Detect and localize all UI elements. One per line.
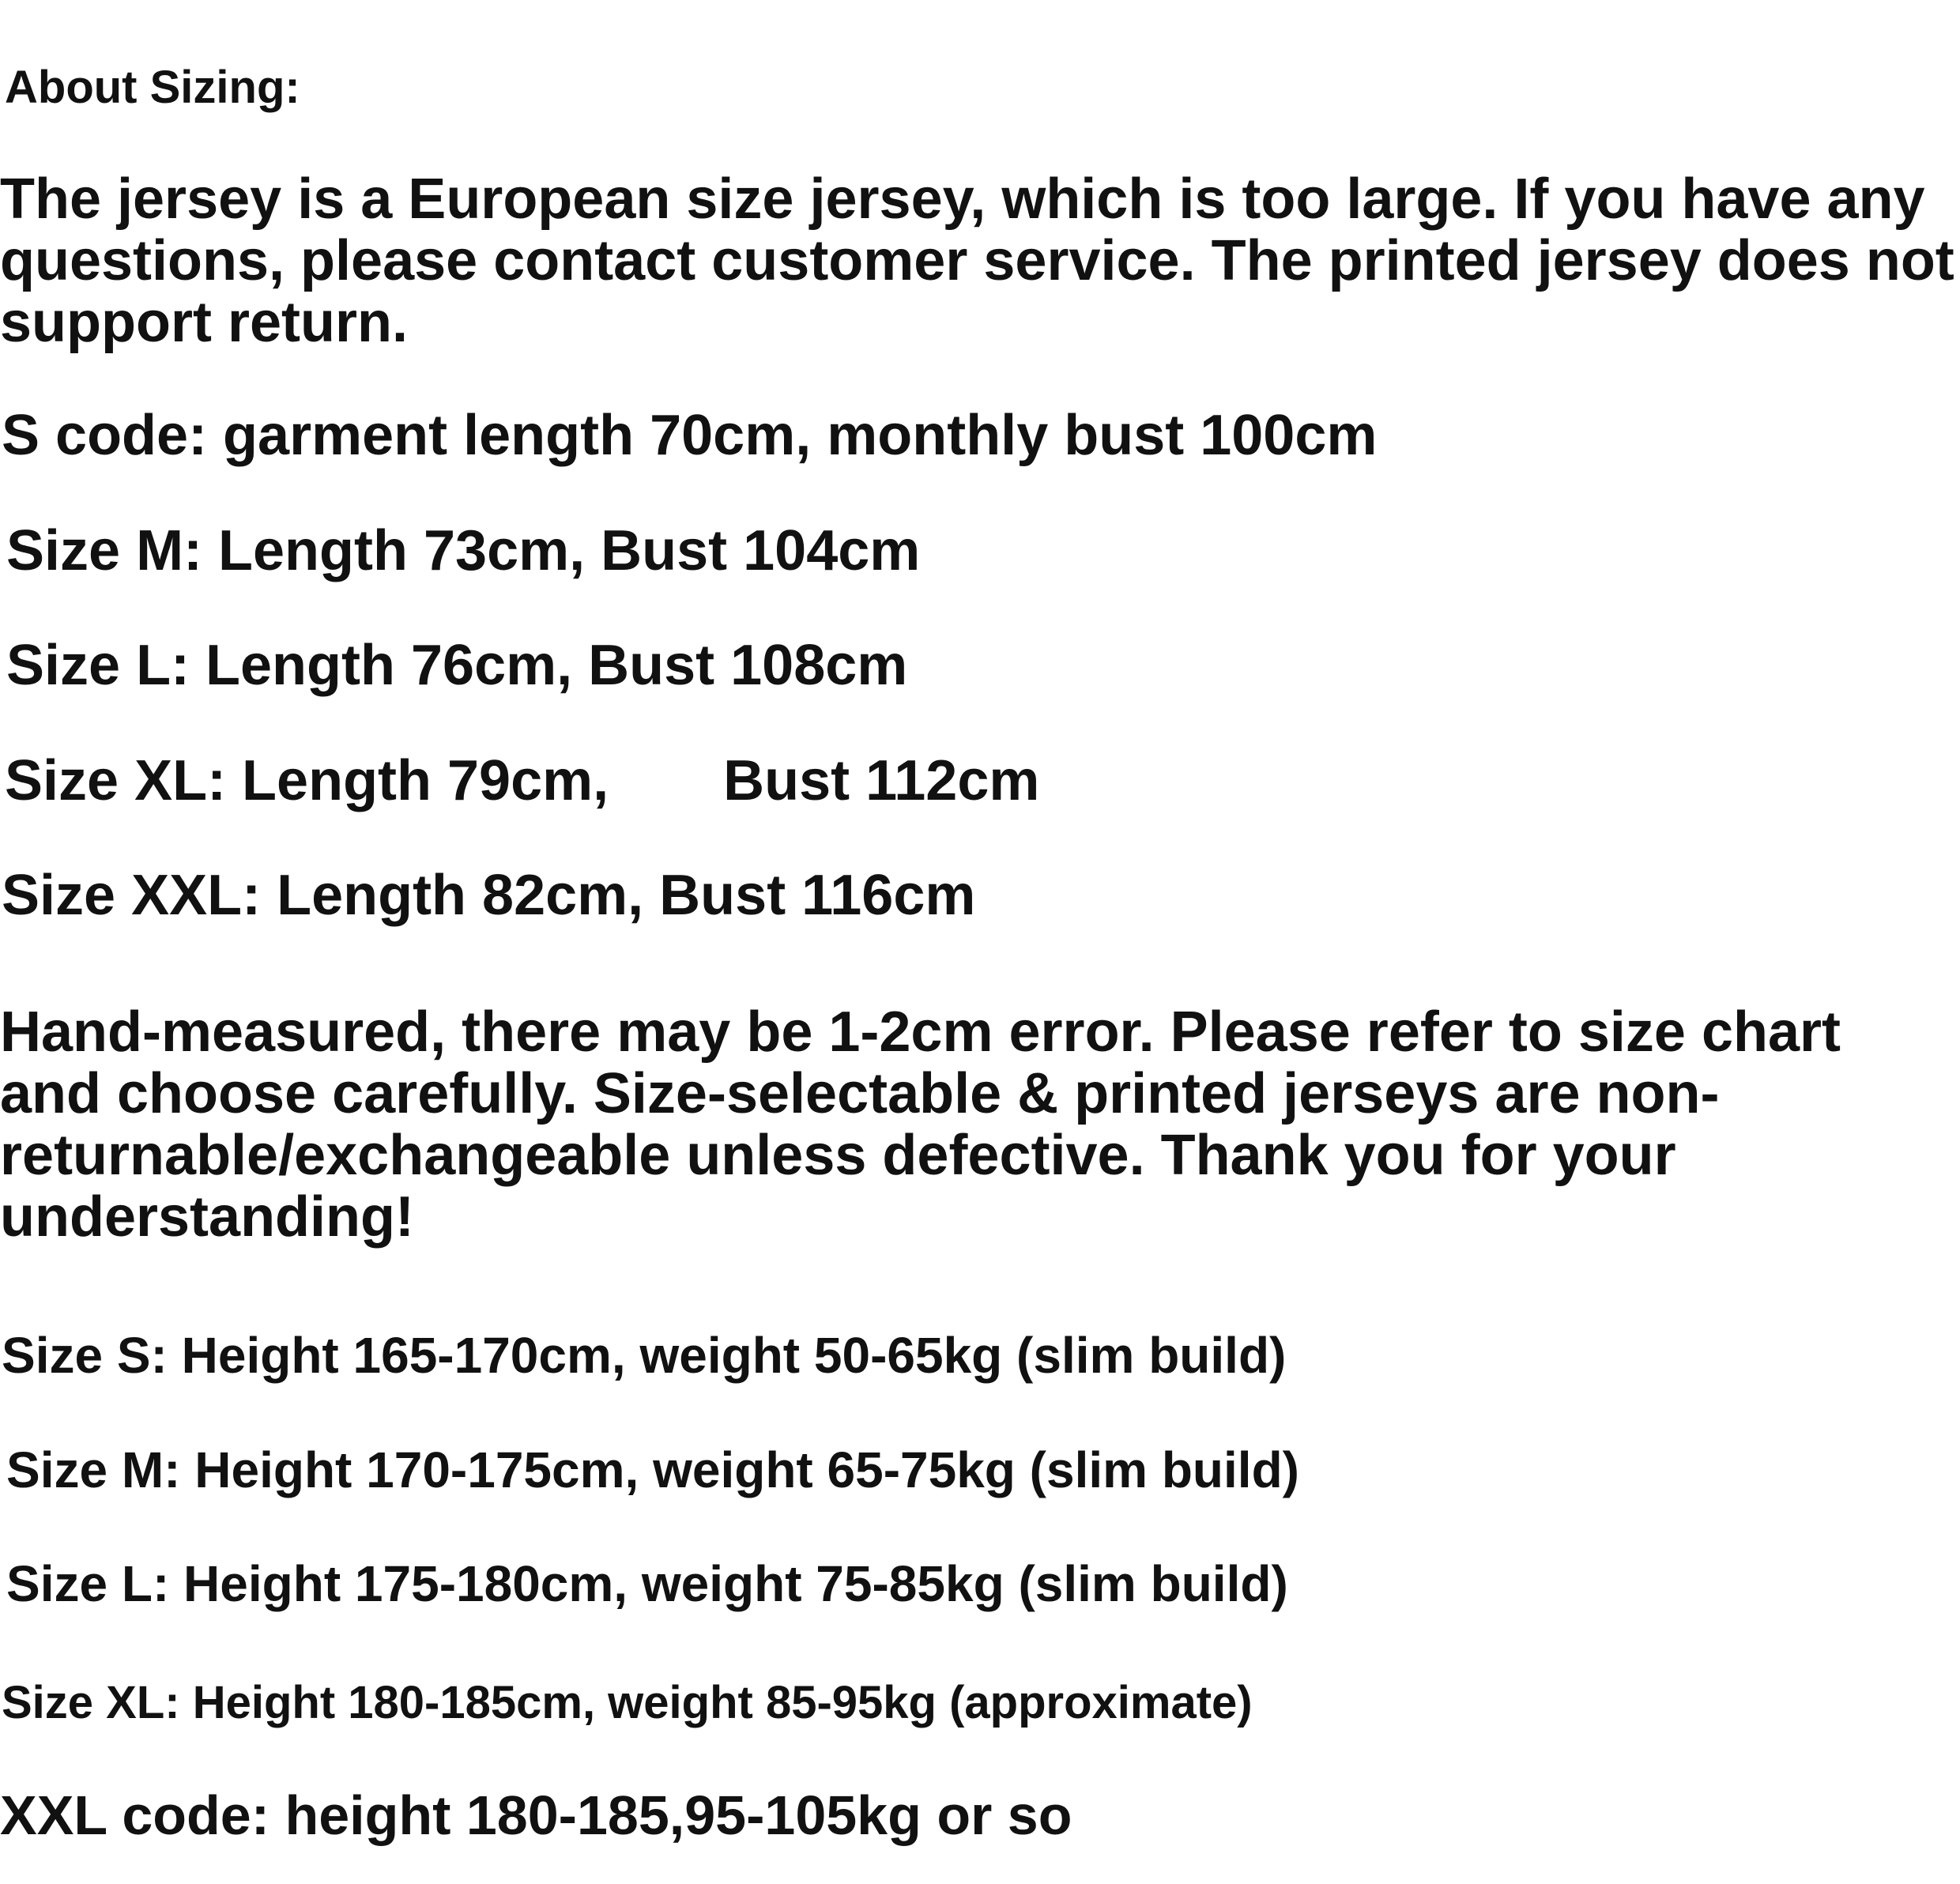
fit-guide-size-l: Size L: Height 175-180cm, weight 75-85kg (slim build): [6, 1555, 1288, 1612]
intro-line: The jersey is a European size jersey, which is too large. If you have any: [0, 168, 1925, 231]
intro-paragraph: [0, 168, 1954, 354]
intro-line: questions, please contact customer service. The printed jersey does not: [0, 229, 1954, 292]
fit-guide-size-m: Size M: Height 170-175cm, weight 65-75kg (slim build): [6, 1441, 1299, 1498]
measurement-size-s: S code: garment length 70cm, monthly bust 100cm: [2, 404, 1378, 467]
measurement-size-xl-bust: Bust 112cm: [723, 749, 1040, 812]
note-line: understanding!: [0, 1185, 414, 1249]
note-line: and choose carefully. Size-selectable & printed jerseys are non-: [0, 1062, 1720, 1125]
note-line: Hand-measured, there may be 1-2cm error. Please refer to size chart: [0, 1000, 1841, 1064]
fit-guide-size-xl: Size XL: Height 180-185cm, weight 85-95kg (approximate): [2, 1677, 1253, 1728]
measurement-size-l: Size L: Length 76cm, Bust 108cm: [6, 634, 908, 697]
measurement-note-paragraph: [0, 1001, 1928, 1248]
measurement-size-m: Size M: Length 73cm, Bust 104cm: [6, 519, 921, 582]
measurement-size-xl: [5, 749, 1040, 812]
page-title: About Sizing:: [5, 62, 300, 113]
fit-guide-size-s: Size S: Height 165-170cm, weight 50-65kg (slim build): [2, 1327, 1287, 1384]
measurement-size-xxl: Size XXL: Length 82cm, Bust 116cm: [2, 864, 976, 927]
intro-line: support return.: [0, 291, 408, 354]
fit-guide-size-xxl: XXL code: height 180-185,95-105kg or so: [0, 1784, 1072, 1846]
measurement-size-xl-length: Size XL: Length 79cm,: [5, 749, 609, 812]
note-line: returnable/exchangeable unless defective. Thank you for your: [0, 1124, 1676, 1187]
